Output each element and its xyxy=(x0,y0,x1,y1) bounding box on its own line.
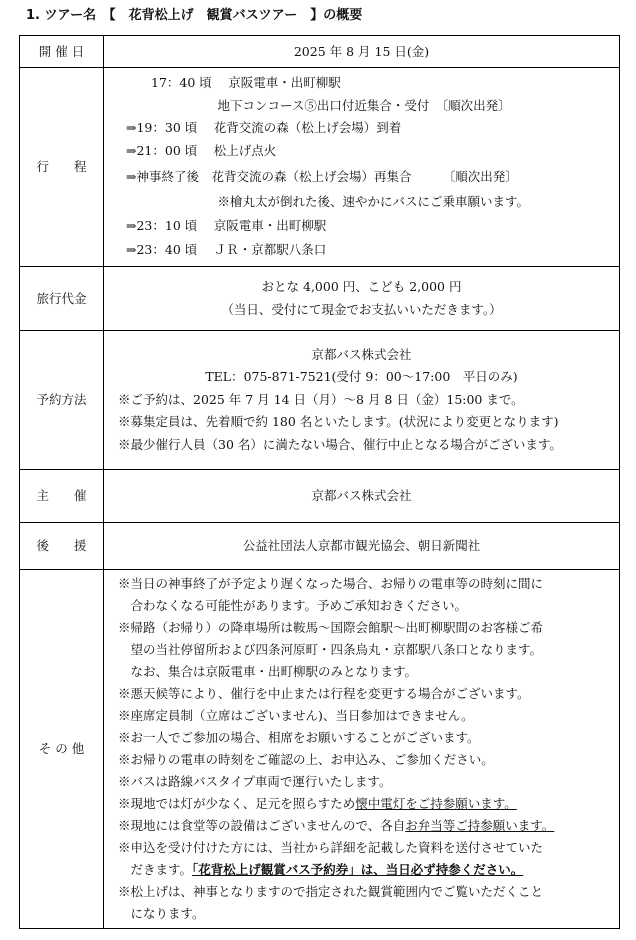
other-note: ※申込を受け付けた方には、当社から詳細を記載した資料を送付させていた xyxy=(118,840,544,855)
schedule-item: ⇒19：30 頃 花背交流の森（松上げ会場）到着 xyxy=(126,120,402,136)
other-note: ※座席定員制（立席はございません)、当日参加はできません。 xyxy=(118,708,474,723)
other-note-flashlight xyxy=(118,793,619,815)
other-note: ※悪天候等により、催行を中止または行程を変更する場合がございます。 xyxy=(118,686,530,701)
schedule-item: ※檜丸太が倒れた後、速やかにバスにご乗車願います。 xyxy=(126,194,529,210)
other-note: ※帰路（お帰り）の降車場所は鞍馬～国際会館駅～出町柳駅間のお客様ご希 xyxy=(118,620,544,635)
schedule-item: ⇒23：40 頃 ＪＲ・京都駅八条口 xyxy=(126,241,327,257)
label-organizer: 主 催 xyxy=(20,470,104,523)
reservation-tel: TEL：075-871-7521(受付 9：00～17:00 平日のみ) xyxy=(205,369,518,385)
label-other: そ の 他 xyxy=(20,570,104,929)
value-organizer: 京都バス株式会社 xyxy=(104,470,620,523)
label-date: 開 催 日 xyxy=(20,36,104,68)
flashlight-note-underlined: 懐中電灯をご持参願います。 xyxy=(355,796,517,811)
other-notes xyxy=(104,570,620,929)
row-fee xyxy=(20,267,620,331)
tour-overview-table xyxy=(19,35,620,929)
row-date xyxy=(20,36,620,68)
other-note: ※松上げは、神事となりますので指定された観賞範囲内でご覧いただくこと xyxy=(118,884,544,899)
schedule-item: ⇒21：00 頃 松上げ点火 xyxy=(126,142,277,158)
schedule-item: 地下コンコース⑤出口付近集合・受付 〔順次出発〕 xyxy=(126,97,511,113)
schedule-item: 17：40 頃 京阪電車・出町柳駅 xyxy=(126,75,341,91)
other-note-ticket xyxy=(118,859,619,881)
reservation-company: 京都バス株式会社 xyxy=(311,346,412,362)
value-support: 公益社団法人京都市観光協会、朝日新聞社 xyxy=(104,523,620,570)
label-schedule: 行 程 xyxy=(20,68,104,267)
label-fee: 旅行代金 xyxy=(20,267,104,331)
value-date: 2025 年 8 月 15 日(金) xyxy=(104,36,620,68)
fee-amount: おとな 4,000 円、こども 2,000 円 xyxy=(261,278,462,294)
other-note: ※バスは路線バスタイプ車両で運行いたします。 xyxy=(118,774,392,789)
reservation-note: ※最少催行人員（30 名）に満たない場合、催行中止となる場合がございます。 xyxy=(118,436,562,452)
other-note: ※当日の神事終了が予定より遅くなった場合、お帰りの電車等の時刻に間に xyxy=(118,576,544,591)
fee-note: （当日、受付にて現金でお支払いいただきます。） xyxy=(221,301,502,317)
other-note: 合わなくなる可能性があります。予めご承知おきください。 xyxy=(118,598,468,613)
ticket-note-underlined: 「花背松上げ観賞バス予約券」は、当日必ず持参ください。 xyxy=(192,862,524,877)
row-reservation xyxy=(20,331,620,470)
row-support xyxy=(20,523,620,570)
row-schedule xyxy=(20,68,620,267)
bento-note-text: ※現地には食堂等の設備はございませんので、各自 xyxy=(118,818,406,833)
other-note: なお、集合は京阪電車・出町柳駅のみとなります。 xyxy=(118,664,418,679)
section-heading: 1. ツアー名 【 花背松上げ 観賞バスツアー 】の概要 xyxy=(26,8,363,23)
other-note: ※お一人でご参加の場合、相席をお願いすることがございます。 xyxy=(118,730,480,745)
row-organizer xyxy=(20,470,620,523)
schedule-item: ⇒神事終了後 花背交流の森（松上げ会場）再集合 〔順次出発〕 xyxy=(126,169,518,185)
bento-note-underlined: お弁当等ご持参願います。 xyxy=(405,818,555,833)
flashlight-note-text: ※現地では灯が少なく、足元を照らすため xyxy=(118,796,356,811)
reservation-block xyxy=(104,331,620,470)
ticket-note-text: だきます。 xyxy=(118,862,193,877)
label-support: 後 援 xyxy=(20,523,104,570)
fee-block xyxy=(104,267,620,331)
schedule-list xyxy=(104,68,620,267)
label-reservation: 予約方法 xyxy=(20,331,104,470)
other-note-bento xyxy=(118,815,619,837)
schedule-item: ⇒23：10 頃 京阪電車・出町柳駅 xyxy=(126,217,327,233)
other-note: になります。 xyxy=(118,906,205,921)
reservation-note: ※ご予約は、2025 年 7 月 14 日（月）～8 月 8 日（金）15:00 まで。 xyxy=(118,391,524,407)
row-other xyxy=(20,570,620,929)
reservation-note: ※募集定員は、先着順で約 180 名といたします。(状況により変更となります) xyxy=(118,414,559,430)
other-note: ※お帰りの電車の時刻をご確認の上、お申込み、ご参加ください。 xyxy=(118,752,494,767)
other-note: 望の当社停留所および四条河原町・四条烏丸・京都駅八条口となります。 xyxy=(118,642,543,657)
